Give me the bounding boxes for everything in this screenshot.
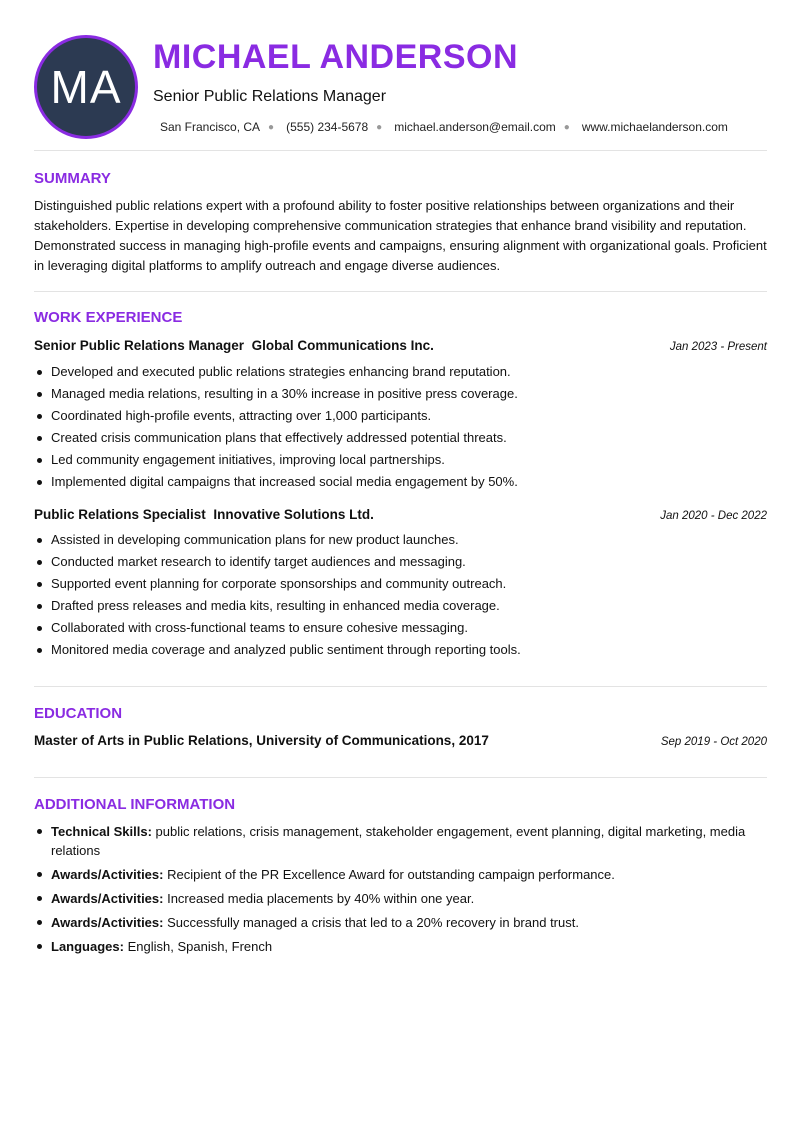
job-header [34, 338, 767, 353]
list-item [34, 822, 769, 860]
list-item [34, 937, 769, 956]
contact-email[interactable]: michael.anderson@email.com [394, 120, 556, 134]
list-item: Created crisis communication plans that effectively addressed potential threats. [34, 427, 769, 449]
contact-info [160, 120, 728, 134]
job-dates: Jan 2020 - Dec 2022 [660, 510, 767, 522]
contact-phone: (555) 234-5678 [286, 120, 369, 134]
section-divider [34, 150, 767, 151]
list-item: Drafted press releases and media kits, resulting in enhanced media coverage. [34, 595, 769, 617]
list-item [34, 913, 769, 932]
list-item: Led community engagement initiatives, improving local partnerships. [34, 449, 769, 471]
info-label: Awards/Activities: [51, 891, 164, 906]
education-dates: Sep 2019 - Oct 2020 [660, 736, 767, 748]
bullet-separator-icon: ● [268, 121, 275, 133]
job-role: Public Relations Specialist [34, 507, 206, 522]
list-item: Monitored media coverage and analyzed public sentiment through reporting tools. [34, 639, 769, 661]
info-text: English, Spanish, French [127, 939, 273, 954]
job-bullets [34, 529, 769, 661]
list-item: Assisted in developing communication plans for new product launches. [34, 529, 769, 551]
list-item: Supported event planning for corporate sponsorships and community outreach. [34, 573, 769, 595]
list-item: Implemented digital campaigns that increased social media engagement by 50%. [34, 471, 769, 493]
list-item: Coordinated high-profile events, attracting over 1,000 participants. [34, 405, 769, 427]
list-item: Developed and executed public relations strategies enhancing brand reputation. [34, 361, 769, 383]
job-role: Senior Public Relations Manager [34, 338, 245, 353]
info-text: Recipient of the PR Excellence Award for outstanding campaign performance. [167, 867, 615, 882]
info-label: Awards/Activities: [51, 867, 164, 882]
education-heading: EDUCATION [34, 705, 123, 722]
info-label: Languages: [51, 939, 124, 954]
list-item: Conducted market research to identify target audiences and messaging. [34, 551, 769, 573]
info-text: public relations, crisis management, stakeholder engagement, event planning, digital marketing, media relations [51, 824, 746, 858]
avatar [34, 35, 138, 139]
list-item: Managed media relations, resulting in a 30% increase in positive press coverage. [34, 383, 769, 405]
additional-info-list [34, 822, 769, 961]
section-divider [34, 686, 767, 687]
bullet-separator-icon: ● [563, 121, 570, 133]
info-text: Increased media placements by 40% within one year. [167, 891, 475, 906]
section-divider [34, 777, 767, 778]
info-label: Awards/Activities: [51, 915, 164, 930]
avatar-initials: MA [50, 61, 122, 113]
contact-website[interactable]: www.michaelanderson.com [581, 120, 728, 134]
contact-location: San Francisco, CA [160, 120, 261, 134]
list-item [34, 889, 769, 908]
bullet-separator-icon: ● [376, 121, 383, 133]
education-entry [34, 733, 767, 748]
job-header [34, 507, 767, 522]
job-dates: Jan 2023 - Present [669, 341, 767, 353]
job-bullets [34, 361, 769, 493]
work-experience-heading: WORK EXPERIENCE [34, 309, 183, 326]
info-label: Technical Skills: [51, 824, 152, 839]
job-company: Innovative Solutions Ltd. [213, 507, 374, 522]
info-text: Successfully managed a crisis that led to a 20% recovery in brand trust. [167, 915, 579, 930]
list-item: Collaborated with cross-functional teams to ensure cohesive messaging. [34, 617, 769, 639]
summary-text: Distinguished public relations expert with a profound ability to foster positive relationships between organizations and their stakeholders. Expertise in developing comprehensive communication strategies that enhance brand visibility and reputation. Demonstrated success in managing high-profile events and campaigns, ensuring alignment with organizational goals. Proficient in leveraging digital platforms to amplify outreach and engage diverse audiences. [34, 198, 767, 273]
candidate-title: Senior Public Relations Manager [153, 88, 387, 105]
candidate-name: MICHAEL ANDERSON [153, 38, 519, 76]
section-divider [34, 291, 767, 292]
additional-info-heading: ADDITIONAL INFORMATION [34, 796, 236, 813]
list-item [34, 865, 769, 884]
job-company: Global Communications Inc. [251, 338, 434, 353]
summary-heading: SUMMARY [34, 170, 111, 187]
education-degree: Master of Arts in Public Relations, University of Communications, 2017 [34, 733, 489, 748]
